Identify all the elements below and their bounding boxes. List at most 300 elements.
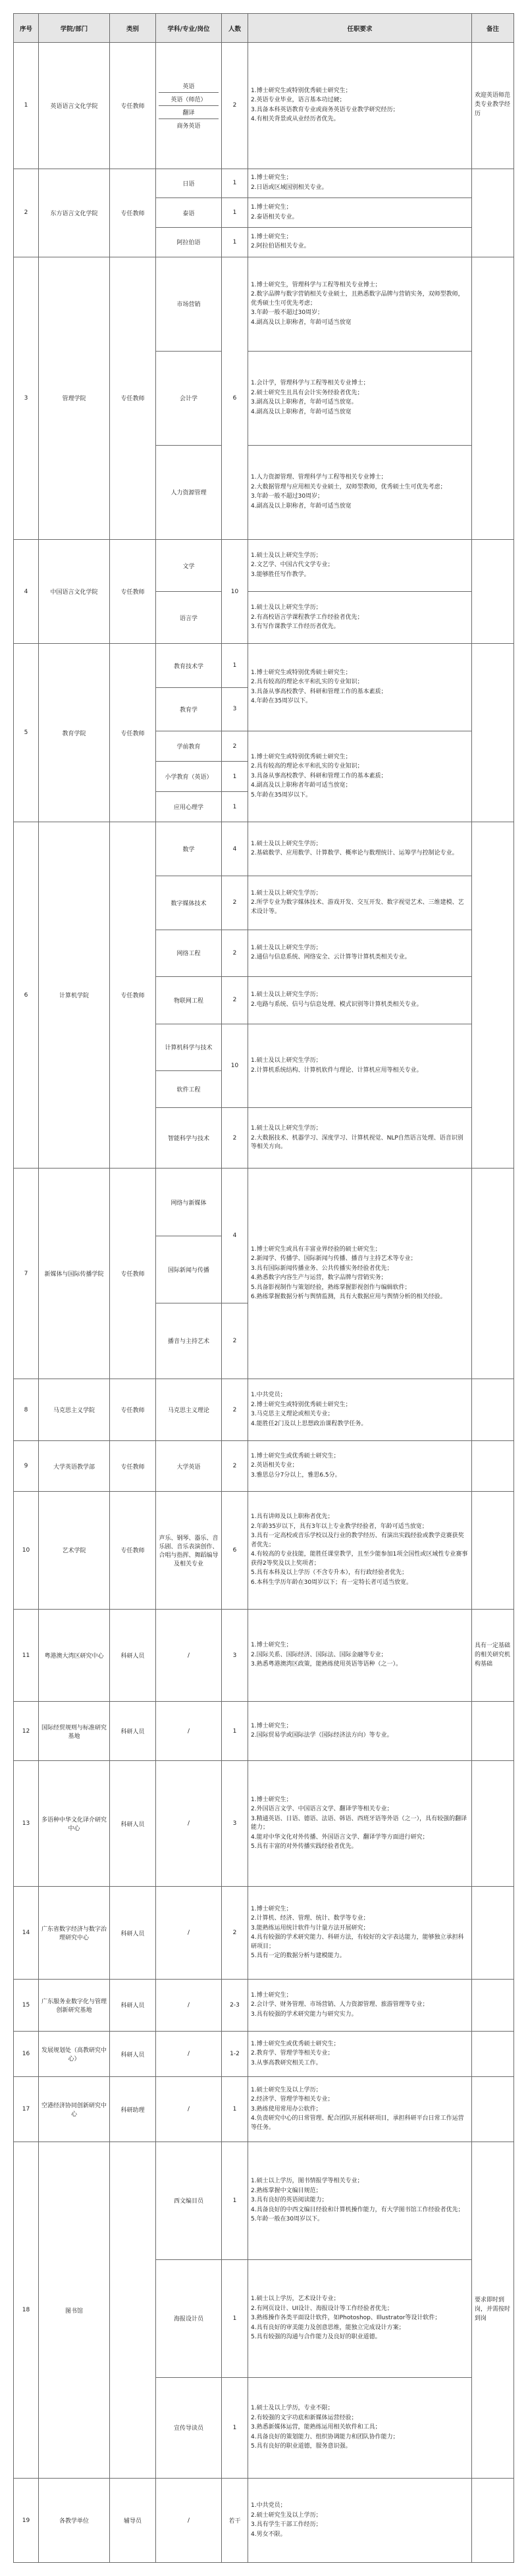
table-row	[14, 169, 514, 198]
requirements-cell	[248, 43, 472, 169]
subject-item: 英语	[182, 83, 195, 90]
requirement-line: 2.硕士研究生及以上学历；	[251, 2511, 322, 2519]
requirement-line: 5.年龄一般在30周岁以下。	[251, 2216, 324, 2223]
requirement-line: 3.具有一定高校或音乐学校以及行业的教学经历、有演出实践经验或教学竞赛获奖者优先；	[251, 1533, 464, 1548]
department: 图书馆	[39, 2142, 110, 2479]
notes	[472, 1491, 514, 1609]
subject-item: /	[187, 2106, 190, 2113]
requirement-line: 4.副高及以上职称者，年龄可适当放宽	[251, 408, 352, 415]
requirement-line: 3.雅思总分7分以上，雅思6.5分。	[251, 1471, 341, 1479]
requirement-line: 4.有相关背景或从业经历者优先。	[251, 116, 340, 123]
subject	[156, 1379, 222, 1441]
requirements-cell	[248, 2032, 472, 2077]
subject-item: /	[187, 2051, 190, 2058]
header-requirements: 任职要求	[248, 14, 472, 43]
row-number: 5	[14, 644, 39, 822]
requirement-line: 3.有写作课教学工作经历者优先。	[251, 623, 340, 630]
requirements-cell	[248, 876, 472, 930]
requirement-line: 1.博士研究生或具有丰富业界经验的硕士研究生；	[251, 1246, 381, 1253]
subject-item: 大学英语	[176, 1463, 201, 1471]
category: 专任教师	[110, 1379, 156, 1441]
subject: 西文编目员	[156, 2142, 222, 2260]
requirements-cell	[248, 977, 472, 1024]
requirement-line: 1.博士研究生；	[251, 1722, 292, 1729]
headcount: 6	[222, 1491, 248, 1609]
headcount: 1-2	[222, 2032, 248, 2077]
requirement-line: 2.电路与系统、信号与信息处理、模式识别等计算机类相关专业。	[251, 1001, 423, 1008]
table-row	[14, 1887, 514, 1980]
row-number: 15	[14, 1979, 39, 2031]
table-row	[14, 1979, 514, 2031]
subject-item: 翻译	[159, 105, 219, 118]
requirement-line: 4.年龄在35周岁以下。	[251, 698, 312, 705]
requirement-line: 3.熟练操作各类平面设计软件，如Photoshop、Illustrator等设计软件；	[251, 2315, 441, 2322]
table-row	[14, 2479, 514, 2563]
subject-item: /	[187, 1727, 190, 1735]
subject: 软件工程	[156, 1071, 222, 1108]
subject-item: /	[187, 1820, 190, 1827]
notes: 欢迎英语师范类专业教学经历	[472, 43, 514, 169]
subject: 阿拉伯语	[156, 228, 222, 257]
row-number: 8	[14, 1379, 39, 1441]
subject-item: 马克思主义理论	[167, 1407, 209, 1415]
requirements-cell	[248, 169, 472, 198]
requirement-line: 2.新闻学、传播学、国际新闻与传播、播音与主持艺术等专业；	[251, 1255, 417, 1263]
department: 艺术学院	[39, 1491, 110, 1609]
headcount: 1	[222, 792, 248, 822]
department: 教育学院	[39, 644, 110, 822]
requirement-line: 4.副高及以上职称者，年龄可适当放宽	[251, 319, 352, 326]
requirement-line: 1.硕士及以上研究生学历；	[251, 1125, 322, 1132]
row-number: 1	[14, 43, 39, 169]
category: 专任教师	[110, 822, 156, 1169]
requirement-line: 2.所学专业为数字媒体技术、游戏开发、交互开发、数字视觉艺术、三维建模、艺术设计等。	[251, 899, 464, 915]
row-number: 19	[14, 2479, 39, 2563]
subject: 网络与新媒体	[156, 1169, 222, 1236]
requirements-cell	[248, 2479, 472, 2563]
subject	[156, 1760, 222, 1887]
requirement-line: 1.博士研究生；	[251, 1991, 292, 1999]
recruitment-table	[13, 13, 514, 2563]
header-notes: 备注	[472, 14, 514, 43]
subject-item: /	[187, 2517, 190, 2524]
department: 广东省数字经济与数字治理研究中心	[39, 1887, 110, 1980]
requirement-line: 2.英语专业毕业，语言基本功过硬；	[251, 97, 346, 104]
requirement-line: 2.具有较高的理论水平和扎实的专业知识；	[251, 763, 363, 770]
requirement-line: 2.经济学、管理学等相关专业；	[251, 2096, 334, 2103]
category: 专任教师	[110, 43, 156, 169]
subject	[156, 1702, 222, 1760]
requirement-line: 4.具有较强的学术研究能力、科研方法，有较好的文字表达能力，能够独立承担科研项目；	[251, 1934, 464, 1950]
department: 新媒体与国际传播学院	[39, 1169, 110, 1379]
requirement-line: 3.能熟练运用统计软件与计量方法开展研究；	[251, 1924, 369, 1932]
requirement-line: 2.基础数学、应用数学、计算数学、概率论与数理统计、运筹学与控制论专业。	[251, 850, 458, 857]
requirement-line: 1.会计学，管理科学与工程等相关专业博士；	[251, 380, 369, 387]
subject: 计算机科学与技术	[156, 1024, 222, 1071]
requirements-cell	[248, 1379, 472, 1441]
category	[110, 2142, 156, 2479]
headcount: 2	[222, 876, 248, 930]
requirement-line: 1.硕士以上学历，图书情报学等相关专业；	[251, 2178, 363, 2185]
requirement-line: 2.外国语言文学、中国语言文学、翻译学等相关专业；	[251, 1806, 393, 1813]
department: 粤港澳大湾区研究中心	[39, 1609, 110, 1702]
requirement-line: 3.熟悉粤港澳湾区政策，能熟练使用英语等语种（之一）。	[251, 1661, 402, 1668]
category: 专任教师	[110, 1169, 156, 1379]
requirement-line: 5.具有本科及以上学历（不含专升本），有行政经验者优先；	[251, 1569, 408, 1577]
requirement-line: 3.熟练使用常用办公软件；	[251, 2105, 322, 2113]
requirements-cell	[248, 1024, 472, 1108]
requirement-line: 2.泰语相关专业。	[251, 213, 298, 221]
requirements-cell	[248, 198, 472, 228]
notes	[472, 169, 514, 257]
subject	[156, 43, 222, 169]
subject: 小学教育（英语）	[156, 762, 222, 792]
subject: 泰语	[156, 198, 222, 228]
requirement-line: 2.教育学、管理学等相关专业；	[251, 2050, 334, 2057]
requirements-cell	[248, 1702, 472, 1760]
header-category: 类别	[110, 14, 156, 43]
department: 空港经济协同创新研究中心	[39, 2077, 110, 2142]
requirement-line: 1.人力资源管理、管理科学与工程等相关专业博士；	[251, 474, 387, 481]
category: 专任教师	[110, 644, 156, 822]
requirement-line: 1.硕士及以上研究生学历；	[251, 552, 322, 559]
subject	[156, 1609, 222, 1702]
notes	[472, 1441, 514, 1492]
requirement-line: 2.英语相关专业；	[251, 1462, 298, 1469]
headcount: 2	[222, 1441, 248, 1492]
headcount: 10	[222, 1024, 248, 1108]
department: 中国语言文化学院	[39, 539, 110, 643]
department: 广东服务业数字化与管理创新研究基地	[39, 1979, 110, 2031]
requirement-line: 2.阿拉伯语相关专业。	[251, 243, 310, 250]
row-number: 13	[14, 1760, 39, 1887]
subject	[156, 2077, 222, 2142]
subject: 智能科学与技术	[156, 1108, 222, 1169]
headcount: 1	[222, 762, 248, 792]
requirements-cell	[248, 2142, 472, 2260]
category: 科研人员	[110, 1979, 156, 2031]
requirement-line: 1.博士研究生或优秀硕士研究生；	[251, 1452, 340, 1459]
headcount: 2	[222, 1887, 248, 1980]
requirement-line: 3.具备从事高校教学、科研和管理工作的基本素质；	[251, 688, 387, 695]
requirements-cell	[248, 351, 472, 445]
notes	[472, 822, 514, 1169]
notes: 具有一定基础的相关研究机构基础	[472, 1609, 514, 1702]
headcount: 2	[222, 977, 248, 1024]
row-number: 16	[14, 2032, 39, 2077]
requirement-line: 4.副高及以上职称者年龄可适当放宽；	[251, 782, 352, 789]
headcount: 2-3	[222, 1979, 248, 2031]
subject-item: 商务英语	[159, 118, 219, 132]
row-number: 4	[14, 539, 39, 643]
requirement-line: 2.硕士研究生且具有会计实务经验者优先；	[251, 389, 363, 396]
requirement-line: 3.马克思主义理论或相关专业；	[251, 1411, 334, 1418]
requirements-cell	[248, 228, 472, 257]
requirement-line: 4.副高及以上职称者，年龄可适当放宽	[251, 502, 352, 510]
table-body	[14, 43, 514, 2563]
table-row	[14, 1491, 514, 1609]
requirement-line: 1.硕士及以上研究生学历；	[251, 604, 322, 611]
requirement-line: 1.博士研究生或特别优秀硕士研究生；	[251, 669, 352, 676]
requirement-line: 1.博士研究生，管理科学与工程等相关专业博士；	[251, 281, 381, 288]
requirement-line: 2.国际贸易学或国际法学（国际经济法方向）等专业。	[251, 1732, 393, 1739]
table-row	[14, 644, 514, 687]
requirement-line: 2.具有较高的理论水平和扎实的专业知识；	[251, 679, 363, 686]
headcount: 1	[222, 198, 248, 228]
table-row	[14, 1609, 514, 1702]
requirement-line: 1.博士研究生或特别优秀硕士研究生；	[251, 753, 352, 760]
subject-item: 英语（师范）	[159, 92, 219, 105]
requirement-line: 2.大数据管理与应用相关专业硕士，双师型教师，优秀硕士生可优先考虑；	[251, 483, 446, 490]
requirement-line: 5.具有较强的沟通与合作能力及良好的职业道德。	[251, 2334, 381, 2341]
subject: 日语	[156, 169, 222, 198]
requirement-line: 3.年龄一般不超过30周岁；	[251, 309, 324, 316]
category: 专任教师	[110, 539, 156, 643]
row-number: 12	[14, 1702, 39, 1760]
subject-item: 声乐、钢琴、器乐、音乐剧、音乐表演创作、合唱与指挥、舞蹈编导及相关专业	[159, 1535, 219, 1567]
headcount: 3	[222, 1760, 248, 1887]
requirement-line: 1.博士研究生；	[251, 233, 292, 240]
subject-item: /	[187, 1652, 190, 1659]
notes	[472, 257, 514, 539]
subject: 数字媒体技术	[156, 876, 222, 930]
requirement-line: 2.数字品牌与数字营销相关专业硕士，且熟悉数字品牌与营销实务，双师型教师，优秀硕士生可优先考虑；	[251, 291, 464, 307]
requirement-line: 3.具备本科英语教育专业或商务英语专业教学研究经历；	[251, 106, 399, 113]
subject: 物联网工程	[156, 977, 222, 1024]
requirement-line: 1.博士研究生；	[251, 1642, 292, 1649]
requirements-cell	[248, 1887, 472, 1980]
requirement-line: 2.计算机系统结构、计算机软件与理论、计算机应用等相关专业。	[251, 1066, 423, 1074]
subject	[156, 1441, 222, 1492]
category: 科研人员	[110, 1702, 156, 1760]
requirement-line: 1.硕士及以上研究生学历；	[251, 944, 322, 951]
row-number: 7	[14, 1169, 39, 1379]
requirement-line: 3.能够胜任写作教学。	[251, 571, 310, 578]
headcount: 2	[222, 1303, 248, 1379]
subject: 教育学	[156, 687, 222, 731]
row-number: 14	[14, 1887, 39, 1980]
row-number: 3	[14, 257, 39, 539]
subject	[156, 2032, 222, 2077]
requirement-line: 4.能对中华文化对外传播、外国语言文学、翻译学等方面进行研究；	[251, 1833, 429, 1841]
department: 发展规划处（高教研究中心）	[39, 2032, 110, 2077]
requirement-line: 1.硕士以上学历，艺术设计专业；	[251, 2296, 340, 2303]
table-row	[14, 2142, 514, 2260]
department: 管理学院	[39, 257, 110, 539]
headcount: 1	[222, 2377, 248, 2478]
headcount: 1	[222, 2259, 248, 2377]
requirements-cell	[248, 930, 472, 977]
category: 辅导员	[110, 2479, 156, 2563]
row-number: 9	[14, 1441, 39, 1492]
category: 科研人员	[110, 1760, 156, 1887]
requirement-line: 6.本科生学历年龄在30周岁以下；有一定特长者可适当放宽。	[251, 1579, 413, 1586]
subject: 播音与主持艺术	[156, 1303, 222, 1379]
requirement-line: 3.具有学生干部工作经历；	[251, 2521, 322, 2528]
headcount: 3	[222, 687, 248, 731]
category: 科研助理	[110, 2077, 156, 2142]
requirement-line: 1.中共党员；	[251, 2502, 286, 2509]
requirements-cell	[248, 1760, 472, 1887]
table-header	[14, 14, 514, 43]
header-dept: 学院/部门	[39, 14, 110, 43]
notes	[472, 644, 514, 822]
requirements-cell	[248, 257, 472, 351]
requirement-line: 3.具有良好的英语阅读能力；	[251, 2197, 328, 2204]
requirements-cell	[248, 822, 472, 876]
category: 专任教师	[110, 1441, 156, 1492]
headcount: 1	[222, 644, 248, 687]
headcount: 若干	[222, 2479, 248, 2563]
row-number: 6	[14, 822, 39, 1169]
table-row	[14, 2032, 514, 2077]
headcount: 10	[222, 539, 248, 643]
requirements-cell	[248, 2077, 472, 2142]
requirement-line: 6.熟练掌握数据分析与舆情监测，具有大数据应用与舆情分析的相关经验。	[251, 1294, 446, 1301]
requirement-line: 2.通信与信息系统、网络安全、云计算等计算机类相关专业。	[251, 954, 411, 961]
requirements-cell	[248, 1609, 472, 1702]
category: 科研人员	[110, 2032, 156, 2077]
header-count: 人数	[222, 14, 248, 43]
subject: 学前教育	[156, 731, 222, 762]
notes	[472, 1702, 514, 1760]
requirement-line: 2.有高校语言学课程教学工作经验者优先；	[251, 614, 363, 621]
notes	[472, 1379, 514, 1441]
requirement-line: 1.博士研究生或优秀硕士研究生；	[251, 2040, 340, 2047]
subject	[156, 1887, 222, 1980]
requirement-line: 3.精通英语、日语、德语、法语、韩语、西班牙语等外语（之一），具有较强的翻译能力；	[251, 1815, 467, 1831]
requirement-line: 1.博士研究生或特别优秀硕士研究生；	[251, 87, 352, 94]
table-row	[14, 43, 514, 169]
category: 专任教师	[110, 169, 156, 257]
notes	[472, 1169, 514, 1379]
requirement-line: 1.硕士及以上研究生学历；	[251, 840, 322, 847]
subject	[156, 2479, 222, 2563]
table-row	[14, 1169, 514, 1236]
headcount: 2	[222, 1379, 248, 1441]
requirement-line: 2.博士研究生或特别优秀硕士研究生；	[251, 1401, 352, 1408]
table-row	[14, 257, 514, 351]
requirement-line: 3.从事高教研究相关工作。	[251, 2059, 322, 2066]
headcount: 2	[222, 43, 248, 169]
requirements-cell	[248, 1491, 472, 1609]
requirements-cell	[248, 644, 472, 731]
category: 专任教师	[110, 1491, 156, 1609]
requirement-line: 4.有较高的专业技能，能胜任课堂教学，且至少能参加1项全国性或区域性专业赛事获得2等奖及以上奖项者；	[251, 1551, 468, 1567]
requirements-cell	[248, 445, 472, 539]
subject: 宣传导读员	[156, 2377, 222, 2478]
department: 大学英语教学部	[39, 1441, 110, 1492]
headcount: 4	[222, 1169, 248, 1303]
table-row	[14, 1379, 514, 1441]
requirements-cell	[248, 1169, 472, 1379]
requirement-line: 5.具备影视制作与策划经验，熟练掌握影视创作与编辑软件；	[251, 1284, 411, 1291]
requirement-line: 3.具有较强的学术研究能力与研究实力。	[251, 2011, 357, 2018]
table-row	[14, 539, 514, 591]
requirement-line: 5.具有丰富的对外传播实践经验者优先。	[251, 1843, 357, 1851]
headcount: 6	[222, 257, 248, 539]
requirements-cell	[248, 539, 472, 591]
subject: 语言学	[156, 592, 222, 644]
requirement-line: 5.具有一定的数据分析与建模能力。	[251, 1953, 346, 1960]
requirement-line: 3.具有国际新闻传播业务、公共传播实务经验者优先；	[251, 1265, 393, 1272]
requirement-line: 3.年龄一般不超过30周岁；	[251, 493, 324, 500]
category: 专任教师	[110, 257, 156, 539]
department: 各教学单位	[39, 2479, 110, 2563]
notes	[472, 2077, 514, 2142]
headcount: 2	[222, 930, 248, 977]
subject-item: /	[187, 1930, 190, 1937]
subject: 教育技术学	[156, 644, 222, 687]
requirements-cell	[248, 1979, 472, 2031]
department: 英语语言文化学院	[39, 43, 110, 169]
requirement-line: 4.具有良好的审美能力及创意思维，能独立完成设计方案；	[251, 2324, 405, 2331]
subject	[156, 1491, 222, 1609]
subject-item: /	[187, 2001, 190, 2009]
row-number: 10	[14, 1491, 39, 1609]
table-row	[14, 2077, 514, 2142]
requirement-line: 1.博士研究生；	[251, 174, 292, 182]
headcount: 1	[222, 169, 248, 198]
row-number: 2	[14, 169, 39, 257]
notes	[472, 2032, 514, 2077]
header-no: 序号	[14, 14, 39, 43]
table-row	[14, 822, 514, 876]
requirement-line: 2.国际关系、国际经济、国际法、国际金融等专业；	[251, 1651, 387, 1658]
subject: 海报设计员	[156, 2259, 222, 2377]
requirement-line: 3.具备从事高校教学、科研和管理工作的基本素质；	[251, 772, 387, 779]
requirements-cell	[248, 2259, 472, 2377]
requirements-cell	[248, 1441, 472, 1492]
requirement-line: 2.计算机、经济、管理、统计、数学等专业；	[251, 1915, 369, 1922]
table-row	[14, 1702, 514, 1760]
headcount: 2	[222, 1108, 248, 1169]
table-row	[14, 1760, 514, 1887]
department: 计算机学院	[39, 822, 110, 1169]
headcount: 3	[222, 1609, 248, 1702]
category: 科研人员	[110, 1887, 156, 1980]
requirement-line: 1.博士研究生；	[251, 1905, 292, 1912]
subject: 国际新闻与传播	[156, 1236, 222, 1303]
subject	[156, 1979, 222, 2031]
subject: 应用心理学	[156, 792, 222, 822]
requirement-line: 3.熟悉新媒体运营，能熟练运用相关软件和工具；	[251, 2424, 381, 2431]
header-subject: 学科/专业/岗位	[156, 14, 222, 43]
subject: 网络工程	[156, 930, 222, 977]
requirement-line: 2.熟练掌握中文编目规范；	[251, 2187, 322, 2194]
notes	[472, 1979, 514, 2031]
requirement-line: 4.熟悉数字内容生产与运营，数字品牌与营销实务；	[251, 1275, 387, 1282]
headcount: 1	[222, 228, 248, 257]
requirement-line: 1.博士研究生；	[251, 204, 292, 211]
requirement-line: 1.硕士及以上研究生学历；	[251, 1057, 322, 1065]
table-row	[14, 1441, 514, 1492]
notes	[472, 1760, 514, 1887]
requirements-cell	[248, 592, 472, 644]
subject: 会计学	[156, 351, 222, 445]
headcount: 1	[222, 2142, 248, 2260]
requirement-line: 4.具备良好的策划能力、组织协调能力和团队协作能力；	[251, 2433, 399, 2440]
headcount: 2	[222, 731, 248, 762]
requirement-line: 4.男女不限。	[251, 2531, 286, 2538]
requirement-line: 1.硕士及以上学历，专业不限；	[251, 2405, 334, 2412]
requirement-line: 2.会计学、财务管理、市场营销、人力资源管理、旅游管理等专业；	[251, 2001, 429, 2009]
requirement-line: 5.具有良好的职业道德，服务意识强。	[251, 2443, 352, 2450]
requirement-line: 1.具有讲师及以上职称者优先；	[251, 1513, 334, 1521]
subject: 市场营销	[156, 257, 222, 351]
requirement-line: 1.硕士及以上研究生学历；	[251, 991, 322, 999]
requirement-line: 2.有网页设计、UI设计、海报设计等工作经验者优先；	[251, 2305, 393, 2312]
